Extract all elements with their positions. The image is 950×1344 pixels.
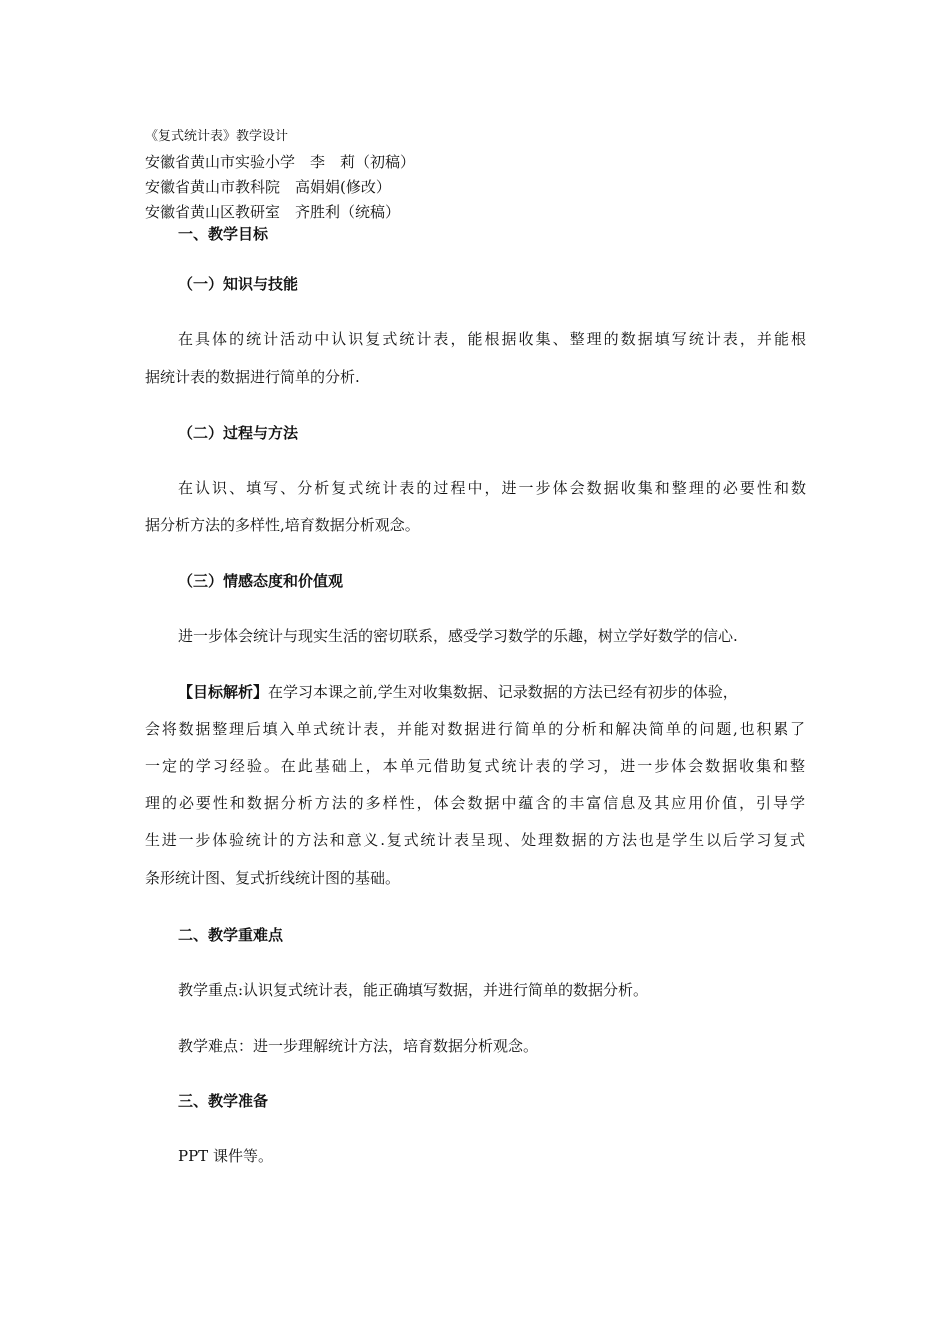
process-line-1: 在认识、填写、分析复式统计表的过程中，进一步体会数据收集和整理的必要性和数 [178,479,806,497]
analysis-label: 【目标解析】 [178,683,269,701]
emotion-line-1: 进一步体会统计与现实生活的密切联系，感受学习数学的乐趣，树立学好数学的信心. [178,627,738,645]
analysis-text-1: 在学习本课之前,学生对收集数据、记录数据的方法已经有初步的体验， [268,683,738,701]
analysis-line-3: 一定的学习经验。在此基础上，本单元借助复式统计表的学习，进一步体会数据收集和整 [145,757,805,775]
section-heading-goals: 一、教学目标 [178,225,269,243]
section-heading-keypoints: 二、教学重难点 [178,926,284,944]
keypoints-difficulty: 教学难点：进一步理解统计方法，培育数据分析观念。 [178,1037,539,1055]
author-line-3: 安徽省黄山区教研室 齐胜利（统稿） [145,203,401,221]
analysis-line-6: 条形统计图、复式折线统计图的基础。 [145,869,401,887]
subheading-knowledge: （一）知识与技能 [178,275,299,293]
analysis-line-5: 生进一步体验统计的方法和意义.复式统计表呈现、处理数据的方法也是学生以后学习复式 [145,831,805,849]
author-line-1: 安徽省黄山市实验小学 李 莉（初稿） [145,153,416,171]
analysis-line-2: 会将数据整理后填入单式统计表，并能对数据进行简单的分析和解决简单的问题,也积累了 [145,720,805,738]
knowledge-line-1: 在具体的统计活动中认识复式统计表，能根据收集、整理的数据填写统计表，并能根 [178,330,806,348]
section-heading-preparation: 三、教学准备 [178,1092,269,1110]
preparation-content: PPT 课件等。 [178,1147,273,1165]
keypoints-focus: 教学重点:认识复式统计表，能正确填写数据，并进行简单的数据分析。 [178,981,649,999]
analysis-line-1 [178,681,738,703]
document-title: 《复式统计表》教学设计 [145,129,289,144]
analysis-line-4: 理的必要性和数据分析方法的多样性，体会数据中蕴含的丰富信息及其应用价值，引导学 [145,794,805,812]
knowledge-line-2: 据统计表的数据进行简单的分析. [145,368,360,386]
author-line-2: 安徽省黄山市教科院 高娟娟(修改） [145,178,391,196]
subheading-process: （二）过程与方法 [178,424,299,442]
process-line-2: 据分析方法的多样性,培育数据分析观念。 [145,516,420,534]
subheading-emotion: （三）情感态度和价值观 [178,572,344,590]
